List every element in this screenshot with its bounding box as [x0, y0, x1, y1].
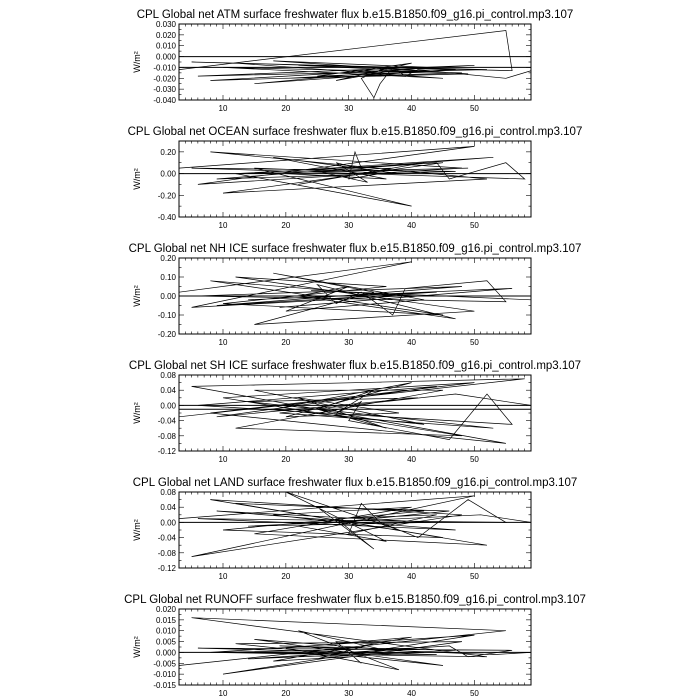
x-tick-label: 20: [281, 455, 291, 464]
y-tick-label: -0.020: [153, 74, 176, 84]
y-tick-label: -0.04: [157, 533, 176, 543]
x-tick-label: 40: [407, 104, 417, 113]
x-tick-label: 40: [407, 455, 417, 464]
x-tick-label: 40: [407, 572, 417, 581]
x-tick-label: 10: [218, 338, 228, 347]
y-tick-label: -0.010: [153, 670, 176, 680]
chart-panel-3: [129, 243, 582, 347]
series-line-1: [179, 146, 525, 206]
y-tick-label: 0.020: [155, 605, 176, 614]
x-tick-label: 50: [469, 104, 479, 113]
y-tick-label: -0.20: [157, 191, 176, 201]
chart-panel-1: [132, 9, 573, 113]
y-tick-label: 0.000: [155, 52, 176, 62]
y-tick-label: 0.04: [160, 503, 176, 513]
y-tick-label: -0.08: [157, 431, 176, 441]
x-tick-label: 50: [469, 572, 479, 581]
y-tick-label: 0.015: [155, 615, 176, 625]
x-tick-label: 30: [344, 338, 354, 347]
y-tick-label: 0.000: [155, 648, 176, 658]
y-axis-label: W/m²: [132, 636, 142, 658]
y-tick-label: 0.04: [160, 386, 176, 396]
y-tick-label: -0.010: [153, 63, 176, 73]
y-tick-label: 0.020: [155, 30, 176, 40]
chart-title: CPL Global net OCEAN surface freshwater flux b.e15.B1850.f09_g16.pi_control.mp3.107: [127, 126, 583, 138]
x-tick-label: 40: [407, 338, 417, 347]
x-tick-label: 50: [469, 689, 479, 698]
x-tick-label: 10: [218, 572, 228, 581]
series-line-1: [179, 618, 531, 674]
y-tick-label: 0.00: [160, 401, 176, 411]
x-tick-label: 10: [218, 104, 228, 113]
chart-title: CPL Global net NH ICE surface freshwater flux b.e15.B1850.f09_g16.pi_control.mp3.107: [128, 243, 582, 255]
x-tick-label: 20: [281, 338, 291, 347]
x-tick-label: 30: [344, 689, 354, 698]
y-axis-label: W/m²: [132, 168, 142, 190]
chart-title: CPL Global net RUNOFF surface freshwater flux b.e15.B1850.f09_g16.pi_control.mp3.107: [124, 594, 586, 606]
y-tick-label: 0.00: [160, 169, 176, 179]
y-tick-label: -0.08: [157, 548, 176, 558]
y-tick-label: -0.015: [153, 681, 176, 690]
series-line-1: [179, 31, 531, 98]
y-tick-label: 0.005: [155, 637, 176, 647]
y-tick-label: -0.10: [157, 311, 176, 320]
y-tick-label: 0.20: [160, 147, 176, 157]
plot-frame: [179, 24, 531, 100]
y-tick-label: 0.08: [160, 488, 176, 497]
x-tick-label: 40: [407, 689, 417, 698]
y-axis-label: W/m²: [132, 51, 142, 73]
x-tick-label: 10: [218, 455, 228, 464]
chart-panel-6: [124, 594, 586, 698]
x-tick-label: 30: [344, 572, 354, 581]
y-tick-label: -0.005: [153, 659, 176, 669]
series-line-1: [179, 379, 531, 444]
x-tick-label: 20: [281, 221, 291, 230]
y-axis-label: W/m²: [132, 519, 142, 541]
chart-title: CPL Global net ATM surface freshwater flux b.e15.B1850.f09_g16.pi_control.mp3.107: [136, 9, 574, 21]
x-tick-label: 30: [344, 104, 354, 113]
y-tick-label: 0.00: [160, 518, 176, 528]
x-tick-label: 20: [281, 104, 291, 113]
y-tick-label: -0.040: [153, 96, 176, 105]
y-tick-label: 0.20: [160, 254, 176, 263]
x-tick-label: 30: [344, 455, 354, 464]
y-tick-label: 0.08: [160, 371, 176, 380]
y-tick-label: 0.030: [155, 20, 176, 29]
y-tick-label: -0.20: [157, 330, 176, 339]
y-tick-label: 0.10: [160, 273, 176, 282]
y-tick-label: 0.010: [155, 626, 176, 636]
y-tick-label: -0.12: [157, 564, 176, 573]
x-tick-label: 20: [281, 689, 291, 698]
x-tick-label: 10: [218, 221, 228, 230]
y-tick-label: 0.010: [155, 41, 176, 51]
x-tick-label: 30: [344, 221, 354, 230]
chart-title: CPL Global net LAND surface freshwater flux b.e15.B1850.f09_g16.pi_control.mp3.107: [132, 477, 578, 489]
x-tick-label: 50: [469, 455, 479, 464]
y-axis-label: W/m²: [132, 402, 142, 424]
y-axis-label: W/m²: [132, 285, 142, 307]
x-tick-label: 50: [469, 338, 479, 347]
x-tick-label: 40: [407, 221, 417, 230]
y-tick-label: -0.40: [157, 213, 176, 222]
series-line-1: [179, 262, 531, 325]
chart-panel-2: [128, 126, 583, 230]
y-tick-label: -0.030: [153, 85, 176, 95]
y-tick-label: 0.00: [160, 292, 176, 301]
x-tick-label: 20: [281, 572, 291, 581]
chart-title: CPL Global net SH ICE surface freshwater flux b.e15.B1850.f09_g16.pi_control.mp3.107: [128, 360, 582, 372]
y-tick-label: -0.04: [157, 416, 176, 426]
series-line-1: [179, 492, 531, 557]
chart-panel-4: [129, 360, 581, 464]
x-tick-label: 10: [218, 689, 228, 698]
x-tick-label: 50: [469, 221, 479, 230]
chart-panel-5: [132, 477, 577, 581]
y-tick-label: -0.12: [157, 447, 176, 456]
